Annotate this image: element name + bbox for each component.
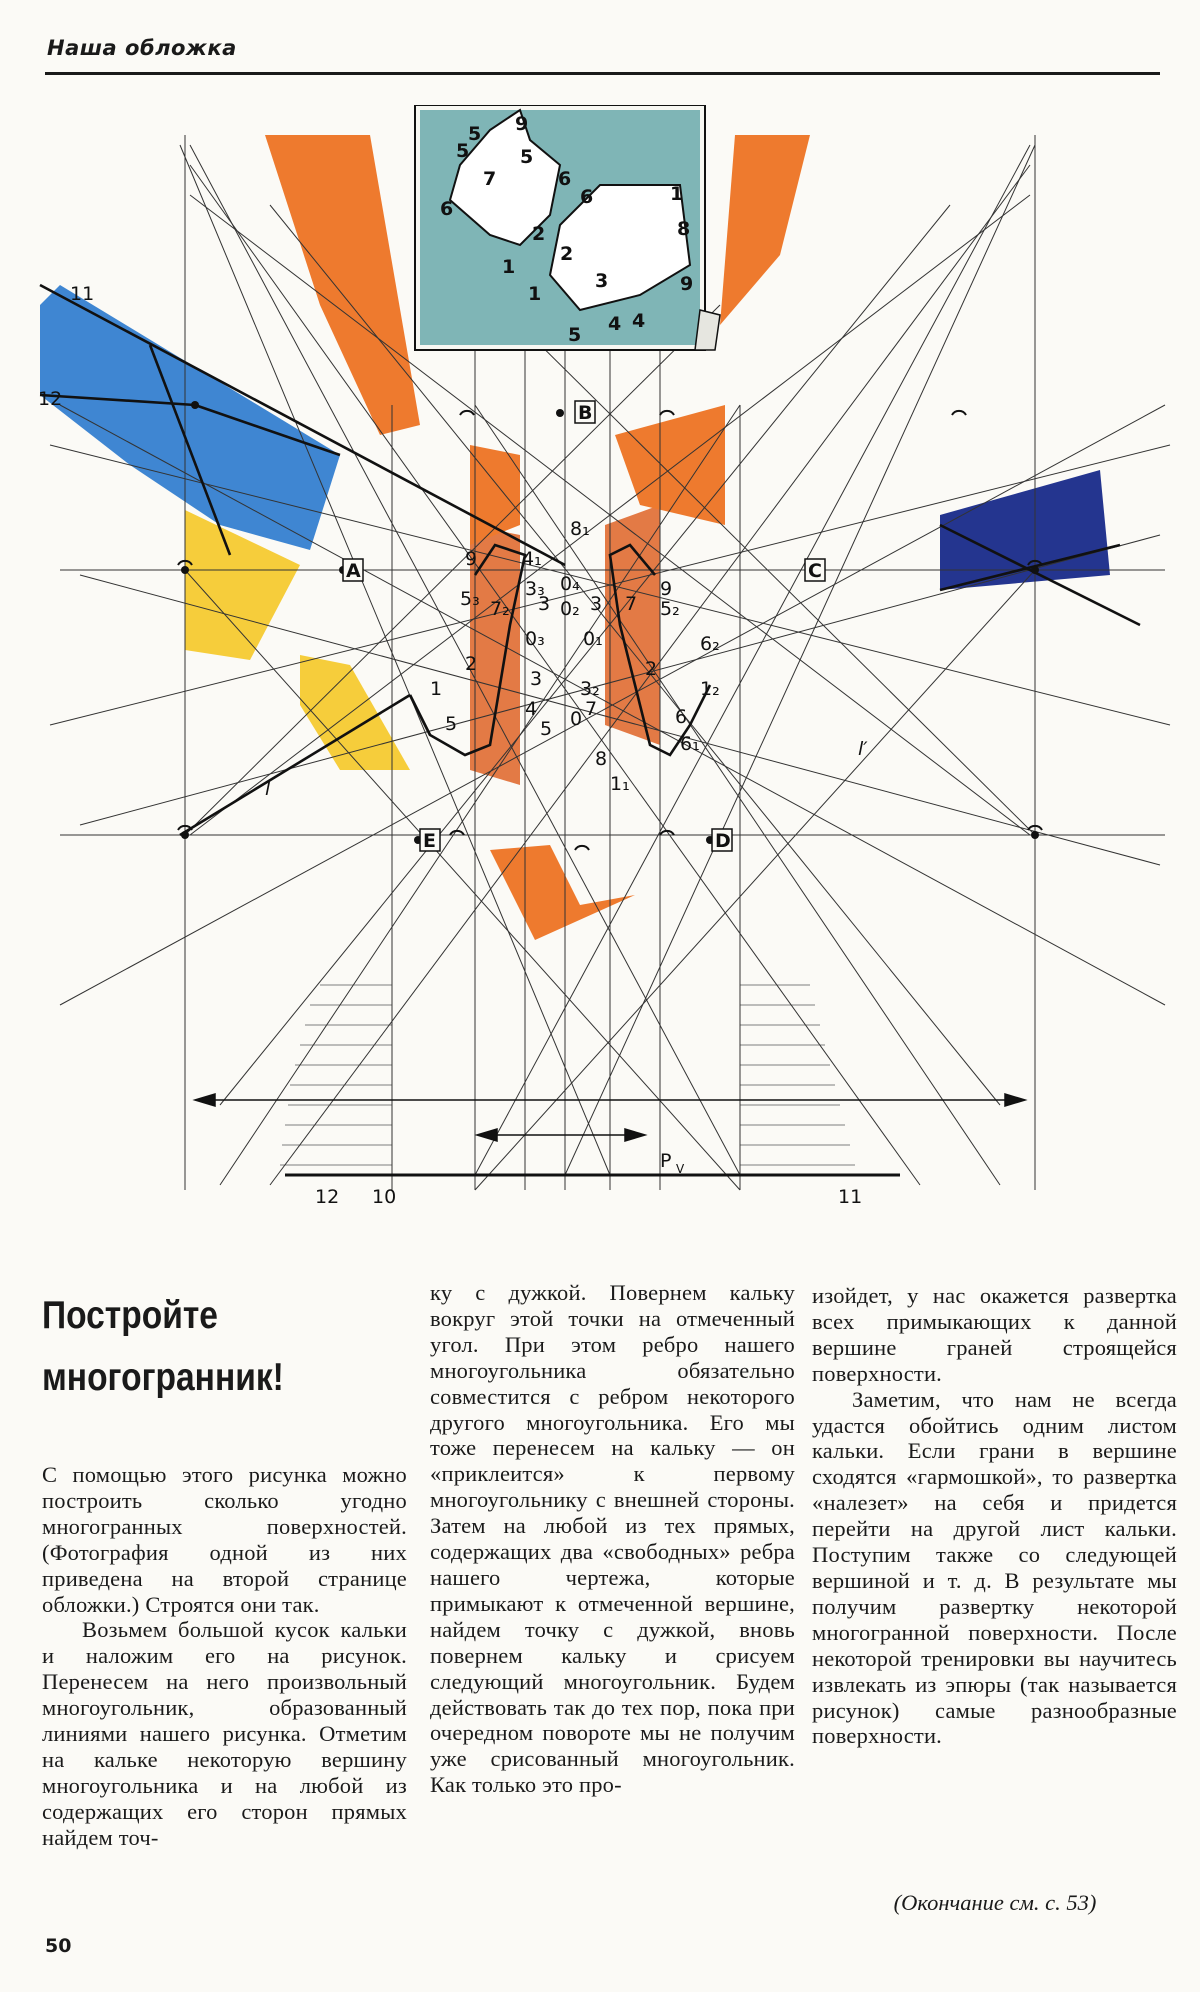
svg-text:9: 9 (660, 578, 673, 600)
continuation-note: (Окончание см. с. 53) (893, 1890, 1097, 1915)
paragraph: С помощью этого рисунка можно построить сколько угодно многогранных поверхностей. (Фотография одной из них приведена на второй странице обложки.) Строятся они так. (42, 1462, 407, 1617)
svg-text:8: 8 (595, 748, 608, 770)
svg-text:8₁: 8₁ (570, 518, 590, 540)
point-d: D (715, 830, 731, 852)
svg-text:5₂: 5₂ (660, 598, 680, 620)
trace-label: P (660, 1150, 672, 1172)
bottom-label-11: 11 (838, 1186, 863, 1208)
page-number: 50 (45, 1935, 72, 1957)
svg-text:6: 6 (558, 168, 572, 190)
svg-text:0₁: 0₁ (583, 628, 603, 650)
svg-text:3: 3 (590, 593, 603, 615)
margin-label-11: 11 (70, 283, 95, 305)
svg-text:7: 7 (625, 593, 638, 615)
svg-text:9: 9 (465, 548, 478, 570)
svg-text:0₃: 0₃ (525, 628, 545, 650)
paragraph: Возьмем большой кусок кальки и наложим его на рисунок. Перенесем на него произвольный многоугольник, образованный линиями нашего рисунка. Отметим на кальке некоторую вершину многоугольника и на любой из содержащих его сторон прямых найдем точ- (42, 1617, 407, 1850)
svg-text:4: 4 (632, 310, 646, 332)
svg-text:6₂: 6₂ (700, 633, 720, 655)
paragraph: изойдет, у нас окажется развертка всех примыкающих к данной вершине граней строящейся поверхности. (812, 1283, 1177, 1386)
svg-text:8: 8 (677, 218, 691, 240)
svg-text:3₂: 3₂ (580, 678, 600, 700)
margin-label-12: 12 (38, 388, 63, 410)
orange-stripe-right (605, 505, 660, 745)
trace-label-sub: V (676, 1162, 685, 1176)
svg-text:0₂: 0₂ (560, 598, 580, 620)
inset-card (415, 105, 720, 350)
svg-text:1: 1 (670, 183, 684, 205)
article-title: Постройте многогранник! (42, 1294, 284, 1399)
svg-text:7₂: 7₂ (490, 598, 510, 620)
page-header (45, 28, 1160, 75)
paragraph: ку с дужкой. Повернем кальку вокруг этой точки на отмеченный угол. При этом ребро нашего многоугольника обязательно совместится с ребром некоторого другого многоугольника. Его мы тоже перенесем на кальку — он «приклеится» к первому многоугольнику с внешней стороны. Затем на любой из тех прямых, содержащих два «свободных» ребра нашего чертежа, которые примыкают к отмеченной вершине, найдем точку с дужкой, вновь повернем кальку и срисуем следующий многоугольник. Будем действовать так до тех пор, пока при очередном повороте мы не получим уже срисованный многоугольник. Как только это про- (430, 1280, 795, 1798)
svg-text:7: 7 (585, 698, 598, 720)
point-c: C (808, 560, 822, 582)
svg-text:2: 2 (645, 658, 658, 680)
text-column-2 (430, 1280, 795, 1798)
cover-figure (20, 105, 1185, 1220)
svg-text:6: 6 (675, 706, 688, 728)
svg-text:3: 3 (538, 593, 551, 615)
svg-text:2: 2 (465, 653, 478, 675)
bottom-label-10: 10 (372, 1186, 397, 1208)
svg-text:6₁: 6₁ (680, 733, 700, 755)
svg-text:5: 5 (540, 718, 553, 740)
svg-text:5: 5 (568, 324, 582, 346)
line-label-l: l (265, 778, 271, 800)
svg-text:5: 5 (468, 123, 482, 145)
point-b: B (578, 402, 593, 424)
text-column-3 (812, 1283, 1177, 1749)
svg-text:0: 0 (570, 708, 583, 730)
svg-text:2: 2 (532, 223, 546, 245)
svg-text:5₃: 5₃ (460, 588, 480, 610)
svg-text:0₄: 0₄ (560, 573, 580, 595)
svg-text:1₁: 1₁ (610, 773, 630, 795)
svg-text:2: 2 (560, 243, 574, 265)
svg-text:9: 9 (515, 113, 529, 135)
svg-text:9: 9 (680, 273, 694, 295)
text-column-1 (42, 1462, 407, 1851)
paragraph: Заметим, что нам не всегда удастся обойтись одним листом кальки. Если грани в вершине сходятся «гармошкой», то развертка «налезет» на себя и придется перейти на другой лист кальки. Поступим также со следующей вершиной и т. д. В результате мы получим развертку некоторой многогранной поверхности. После некоторой тренировки вы научитесь извлекать из эпюры (так называется рисунок) самые разнообразные поверхности. (812, 1386, 1177, 1749)
svg-text:5: 5 (445, 713, 458, 735)
section-title: Наша обложка (47, 36, 237, 60)
svg-text:1: 1 (502, 256, 516, 278)
svg-text:4₁: 4₁ (522, 548, 542, 570)
svg-text:4: 4 (608, 313, 622, 335)
svg-text:5: 5 (520, 146, 534, 168)
svg-text:5: 5 (456, 140, 470, 162)
svg-text:1₂: 1₂ (700, 678, 720, 700)
svg-text:3: 3 (595, 270, 609, 292)
svg-text:1: 1 (430, 678, 443, 700)
svg-text:3₃: 3₃ (525, 578, 545, 600)
svg-text:7: 7 (483, 168, 497, 190)
point-e: E (423, 830, 436, 852)
line-label-l-prime: l′ (858, 738, 868, 760)
svg-text:3: 3 (530, 668, 543, 690)
point-a: A (346, 560, 361, 582)
svg-text:6: 6 (440, 198, 454, 220)
svg-text:6: 6 (580, 186, 594, 208)
construction-diagram (20, 105, 1185, 1220)
svg-text:4: 4 (525, 698, 538, 720)
svg-text:1: 1 (528, 283, 542, 305)
bottom-label-12: 12 (315, 1186, 340, 1208)
